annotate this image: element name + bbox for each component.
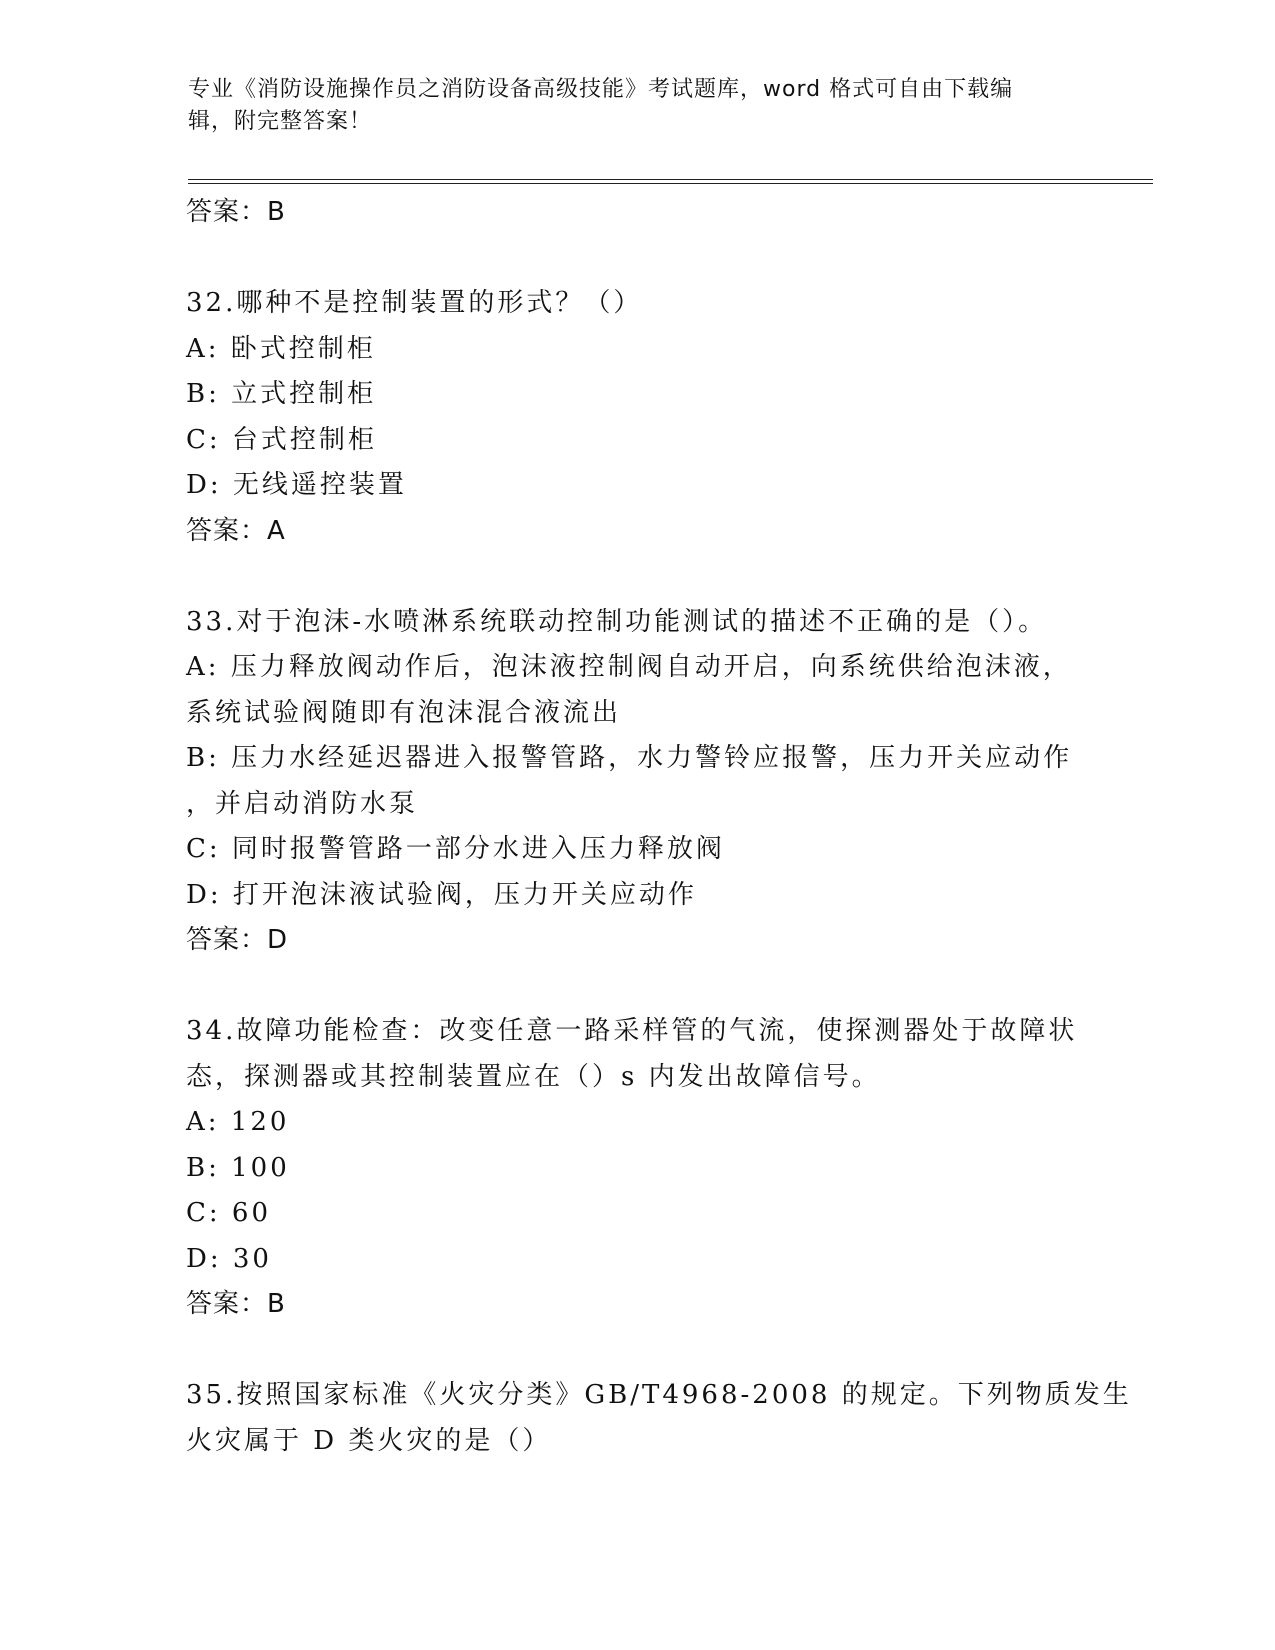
option-line: D: 无线遥控装置	[186, 470, 407, 500]
question-block	[186, 1373, 1132, 1464]
answer-value: B	[267, 1289, 286, 1319]
option-line: 系统试验阀随即有泡沫混合液流出	[186, 697, 622, 728]
header-divider-top	[188, 179, 1153, 180]
option-line: A: 压力释放阀动作后，泡沫液控制阀自动开启，向系统供给泡沫液，	[186, 652, 1072, 682]
answer-value: A	[267, 515, 286, 546]
option-line: C: 同时报警管路一部分水进入压力释放阀	[186, 834, 725, 864]
question-text-line: 33.对于泡沫-水喷淋系统联动控制功能测试的描述不正确的是（）。	[186, 606, 1048, 637]
answer-line	[186, 918, 1086, 964]
option-line: ，并启动消防水泵	[186, 788, 419, 819]
option-line: B: 立式控制柜	[186, 379, 377, 409]
answer-prefix: 答案：	[186, 515, 268, 546]
question-spacer	[186, 554, 1086, 600]
answer-value: B	[267, 197, 286, 227]
question-spacer	[186, 964, 1086, 1010]
answer-line	[186, 1282, 1086, 1328]
header-line-1: 专业《消防设施操作员之消防设备高级技能》考试题库，word 格式可自由下载编	[188, 77, 1014, 102]
option-line: C: 60	[186, 1198, 272, 1228]
option-line: D: 30	[186, 1243, 272, 1274]
question-text-line: 34.故障功能检查：改变任意一路采样管的气流，使探测器处于故障状	[186, 1016, 1078, 1046]
question-block	[186, 1009, 1086, 1328]
question-block	[186, 600, 1086, 964]
document-header	[188, 74, 1068, 138]
answer-value: D	[267, 925, 289, 955]
option-line: D: 打开泡沫液试验阀，压力开关应动作	[186, 879, 697, 910]
question-text-line: 态，探测器或其控制装置应在（）s 内发出故障信号。	[186, 1061, 881, 1092]
header-divider-bottom	[188, 183, 1153, 184]
question-spacer	[186, 236, 1086, 282]
question-list	[186, 190, 1132, 1464]
option-line: B: 100	[186, 1152, 290, 1183]
option-line: C: 台式控制柜	[186, 424, 377, 455]
option-line: A: 120	[186, 1107, 290, 1137]
question-block	[186, 281, 1086, 554]
answer-line	[186, 509, 1086, 555]
answer-line	[186, 190, 1086, 236]
question-text-line: 35.按照国家标准《火灾分类》GB/T4968-2008 的规定。下列物质发生	[186, 1380, 1132, 1410]
question-text-line: 火灾属于 D 类火灾的是（）	[186, 1425, 552, 1456]
question-text-line: 32.哪种不是控制装置的形式？（）	[186, 288, 643, 318]
header-line-2: 辑，附完整答案！	[188, 109, 373, 134]
answer-prefix: 答案：	[186, 925, 268, 955]
option-line: A: 卧式控制柜	[186, 333, 376, 364]
option-line: B: 压力水经延迟器进入报警管路，水力警铃应报警，压力开关应动作	[186, 743, 1073, 773]
answer-prefix: 答案：	[186, 1289, 268, 1319]
question-spacer	[186, 1328, 1086, 1374]
answer-prefix: 答案：	[186, 197, 268, 227]
